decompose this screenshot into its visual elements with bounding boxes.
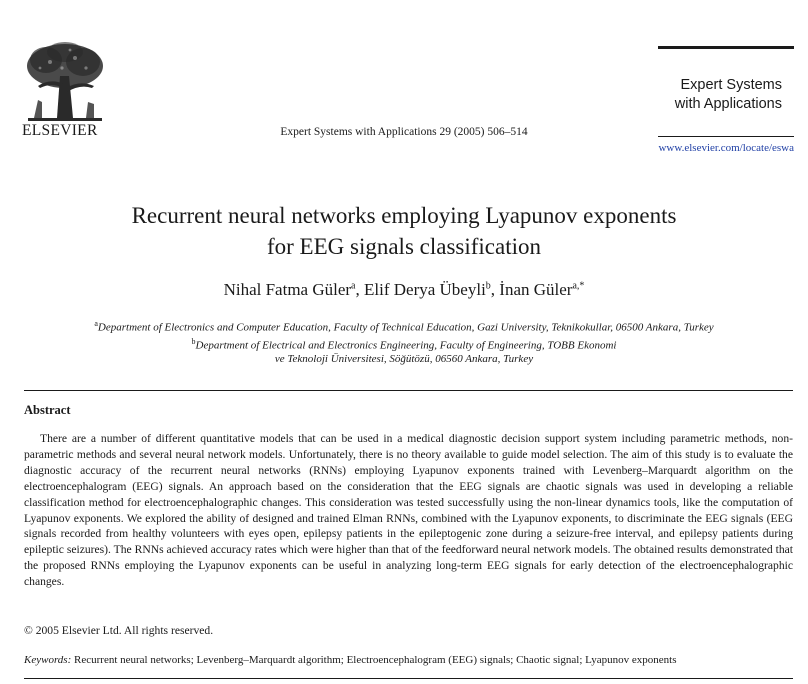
journal-name-line1: Expert Systems	[680, 77, 782, 93]
affiliation-text: Department of Electronics and Computer Education, Faculty of Technical Education, Gazi University, Teknikokullar, 06500 Ankara, Turkey	[97, 321, 714, 334]
keywords	[24, 654, 677, 666]
abstract-heading: Abstract	[24, 403, 71, 417]
author-affiliation-mark: b	[485, 280, 491, 292]
abstract-rule-top	[24, 390, 793, 391]
header-rule-top	[658, 46, 794, 49]
affiliation-mark: b	[191, 336, 196, 346]
affiliations	[0, 317, 808, 366]
keywords-label: Keywords:	[24, 654, 72, 666]
elsevier-tree-logo	[20, 40, 110, 126]
affiliation-a	[0, 317, 808, 335]
author-affiliation-mark: a,*	[572, 280, 585, 292]
title-line-1: Recurrent neural networks employing Lyapunov exponents	[131, 203, 677, 228]
author-name: Elif Derya Übeyli	[364, 280, 486, 299]
copyright-notice: © 2005 Elsevier Ltd. All rights reserved.	[24, 624, 214, 637]
journal-name-box	[658, 76, 782, 114]
paper-title	[0, 200, 808, 262]
affiliation-b-continued: ve Teknoloji Üniversitesi, Söğütözü, 06560 Ankara, Turkey	[274, 353, 534, 366]
affiliation-b	[0, 335, 808, 353]
header-rule-bottom	[658, 136, 794, 137]
keywords-text: Recurrent neural networks; Levenberg–Marquardt algorithm; Electroencephalogram (EEG) signals; Chaotic signal; Lyapunov exponents	[74, 654, 677, 666]
author-name: İnan Güler	[499, 280, 573, 299]
affiliation-mark: a	[94, 319, 98, 328]
publisher-name: ELSEVIER	[22, 122, 98, 139]
affiliation-text: Department of Electrical and Electronics Engineering, Faculty of Engineering, TOBB Ekonomi	[195, 339, 617, 352]
author-name: Nihal Fatma Güler	[223, 280, 352, 299]
journal-citation: Expert Systems with Applications 29 (2005) 506–514	[280, 126, 528, 138]
author-list: Nihal Fatma Güler$^a$, Elif Derya Übeyli$^b$, İnan Güler$^{a,*}$	[223, 280, 585, 299]
title-line-2: for EEG signals classification	[266, 234, 541, 259]
abstract-body: There are a number of different quantitative models that can be used in a medical diagnostic decision support system including parametric methods, non-parametric methods and several neural network models. Unfortunately, there is no theory available to guide model selection. The aim of this study is to evaluate the diagnostic accuracy of the recurrent neural networks (RNNs) employing Lyapunov exponents trained with Levenberg–Marquardt algorithm on the electroencephalogram (EEG) signals. An approach based on the consideration that the EEG signals are chaotic signals was used in developing a reliable classification method for electroencephalographic changes. This consideration was tested successfully using the non-linear dynamics tools, like the computation of Lyapunov exponents. We explored the ability of designed and trained Elman RNNs, combined with the Lyapunov exponents, to discriminate the EEG signals (EEG signals recorded from healthy volunteers with eyes open, epilepsy patients in the epileptogenic zone during a seizure-free interval, and epilepsy patients during epileptic seizures). The RNNs achieved accuracy rates which were higher than that of the feedforward neural network models. The obtained results demonstrated that the proposed RNNs employing the Lyapunov exponents can be useful in analyzing long-term EEG signals for early detection of the electroencephalographic changes.	[24, 432, 793, 589]
keywords-rule-bottom	[24, 678, 793, 679]
journal-name-line2: with Applications	[674, 96, 782, 112]
journal-url-link[interactable]: www.elsevier.com/locate/eswa	[658, 142, 794, 154]
author-affiliation-mark: a	[351, 280, 356, 292]
